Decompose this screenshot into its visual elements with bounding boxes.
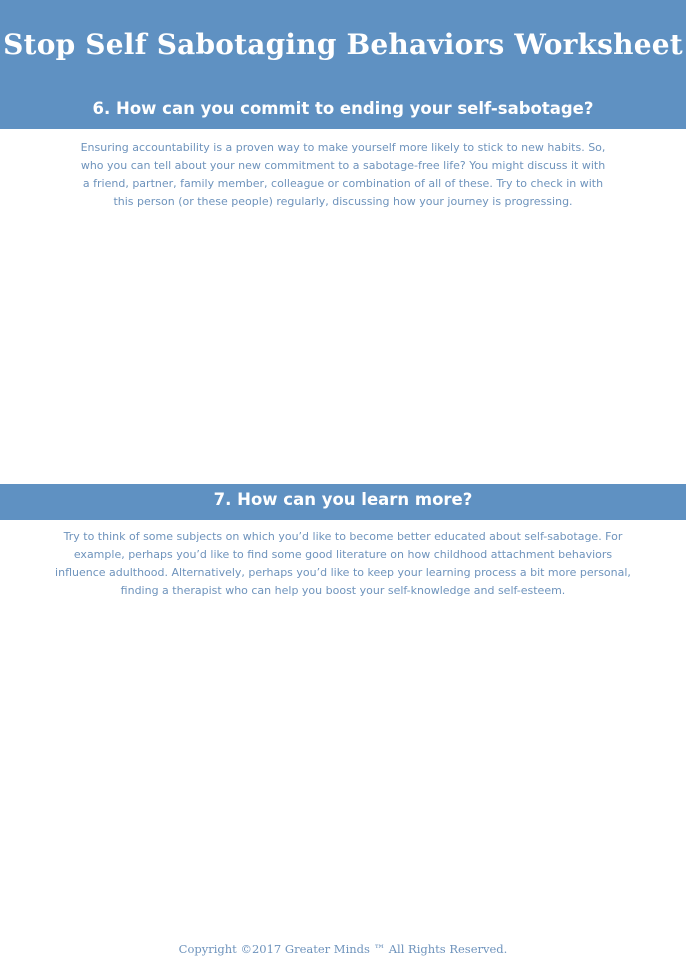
question-6-prompt: Ensuring accountability is a proven way to make yourself more likely to stick to new habits. So, who you can tell about your new commitment to a sabotage-free life? You might discuss it with a friend, partner, family member, colleague or combination of all of these. Try to check in with this person (or these people) regularly, discussing how your journey is progressing.: [80, 141, 606, 208]
worksheet-title: Stop Self Sabotaging Behaviors Worksheet: [3, 28, 683, 61]
question-6-answer-area[interactable]: [0, 212, 686, 480]
copyright-footer: Copyright ©2017 Greater Minds ™ All Rights Reserved.: [178, 942, 508, 956]
question-6-heading: 6. How can you commit to ending your self-sabotage?: [92, 99, 594, 118]
question-7-answer-area[interactable]: [0, 600, 686, 930]
question-7-heading: 7. How can you learn more?: [213, 490, 473, 509]
question-7-prompt: Try to think of some subjects on which you’d like to become better educated about self-sabotage. For example, perhaps you’d like to find some good literature on how childhood attachment behaviors influence adulthood. Alternatively, perhaps you’d like to keep your learning process a bit more personal, finding a therapist who can help you boost your self-knowledge and self-esteem.: [55, 530, 631, 597]
